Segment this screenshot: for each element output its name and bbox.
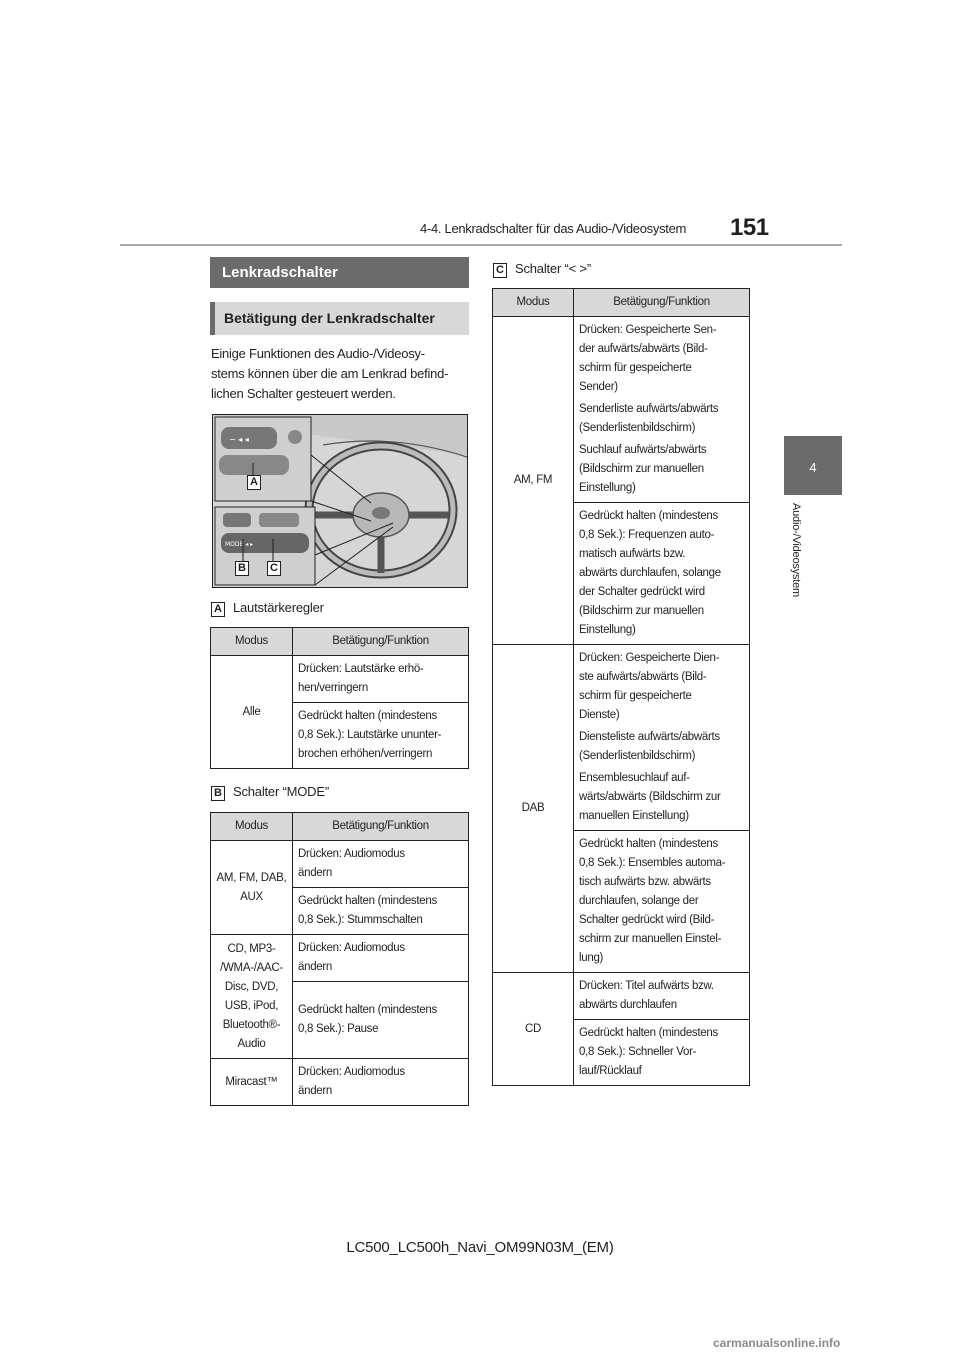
function-cell: Drücken: Titel aufwärts bzw. abwärts durchlaufen [574,973,750,1020]
switch-b-title: Schalter “MODE” [233,784,329,799]
col-header-mode: Modus [211,813,293,841]
switch-b-letter: B [211,786,225,801]
mode-cell: CD [493,973,574,1086]
intro-line: lichen Schalter gesteuert werden. [211,386,396,401]
watermark: carmanualsonline.info [713,1336,841,1350]
subsection-title: Betätigung der Lenkradschalter [210,302,469,335]
function-cell: Drücken: Audiomodus ändern [293,935,469,982]
switch-c-table [492,288,750,1086]
function-entry: Drücken: Gespeicherte Dien- ste aufwärts/abwärts (Bild- schirm für gespeicherte Dienste) [579,652,720,721]
steering-wheel-illustration [212,414,468,588]
function-cell: Drücken: Audiomodus ändern [293,1059,469,1106]
mode-cell: Miracast™ [211,1059,293,1106]
switch-a-letter: A [211,602,225,617]
mode-cell: Alle [211,656,293,769]
intro-line: Einige Funktionen des Audio-/Videosy- [211,346,425,361]
function-cell: Gedrückt halten (mindestens 0,8 Sek.): Stummschalten [293,888,469,935]
function-entry: Senderliste aufwärts/abwärts (Senderlistenbildschirm) [579,403,719,434]
intro-line: stems können über die am Lenkrad befind- [211,366,449,381]
col-header-function: Betätigung/Funktion [293,628,469,656]
svg-text:MODE ◂ ▸: MODE ◂ ▸ [225,541,254,548]
mode-cell: CD, MP3- /WMA-/AAC- Disc, DVD, USB, iPod, Bluetooth®- Audio [211,935,293,1059]
svg-text:− ◂ ◂: − ◂ ◂ [229,435,249,444]
function-cell: Gedrückt halten (mindestens 0,8 Sek.): Pause [293,982,469,1059]
function-cell: Drücken: Audiomodus ändern [293,841,469,888]
function-entry: Diensteliste aufwärts/abwärts (Senderlistenbildschirm) [579,731,720,762]
header-divider [120,244,842,246]
function-cell: Gedrückt halten (mindestens 0,8 Sek.): Lautstärke ununter- brochen erhöhen/verringern [293,703,469,769]
function-entry: Drücken: Gespeicherte Sen- der aufwärts/abwärts (Bild- schirm für gespeicherte Sender) [579,324,717,393]
inset-mode-seek-switch [215,507,315,585]
callout-a-label: A [247,475,261,490]
function-cell [574,645,750,831]
col-header-function: Betätigung/Funktion [574,289,750,317]
switch-b-table [210,812,469,1106]
mode-cell: AM, FM [493,317,574,645]
section-title: Lenkradschalter [210,257,469,288]
col-header-mode: Modus [493,289,574,317]
switch-c-letter: C [493,263,507,278]
switch-a-title: Lautstärkeregler [233,600,324,615]
switch-a-table [210,627,469,769]
function-entry: Suchlauf aufwärts/abwärts (Bildschirm zur manuellen Einstellung) [579,444,707,494]
document-id: LC500_LC500h_Navi_OM99N03M_(EM) [346,1239,614,1256]
mode-cell: DAB [493,645,574,973]
function-cell: Gedrückt halten (mindestens 0,8 Sek.): Schneller Vor- lauf/Rücklauf [574,1020,750,1086]
function-cell [574,317,750,503]
callout-c-label: C [267,561,281,576]
page-number: 151 [730,214,769,241]
mode-cell: AM, FM, DAB, AUX [211,841,293,935]
switch-c-title: Schalter “< >” [515,261,591,276]
col-header-mode: Modus [211,628,293,656]
steering-wheel-drawing [213,415,467,587]
col-header-function: Betätigung/Funktion [293,813,469,841]
inset-volume-switch [215,417,311,501]
chapter-tab[interactable]: 4 [784,436,842,495]
function-cell: Gedrückt halten (mindestens 0,8 Sek.): Ensembles automa- tisch aufwärts bzw. abwärts durchlaufen, solange der Schalter gedrückt wird (Bild- schirm zur manuellen Einstel- lung) [574,831,750,973]
chapter-tab-label: Audio-/Videosystem [790,503,802,598]
function-cell: Gedrückt halten (mindestens 0,8 Sek.): Frequenzen auto- matisch aufwärts bzw. abwärts durchlaufen, solange der Schalter gedrückt wird (Bildschirm zur manuellen Einstellung) [574,503,750,645]
callout-b-label: B [235,561,249,576]
intro-paragraph [211,344,473,404]
function-cell: Drücken: Lautstärke erhö- hen/verringern [293,656,469,703]
chapter-header: 4-4. Lenkradschalter für das Audio-/Videosystem [420,221,687,236]
function-entry: Ensemblesuchlauf auf- wärts/abwärts (Bildschirm zur manuellen Einstellung) [579,772,721,822]
